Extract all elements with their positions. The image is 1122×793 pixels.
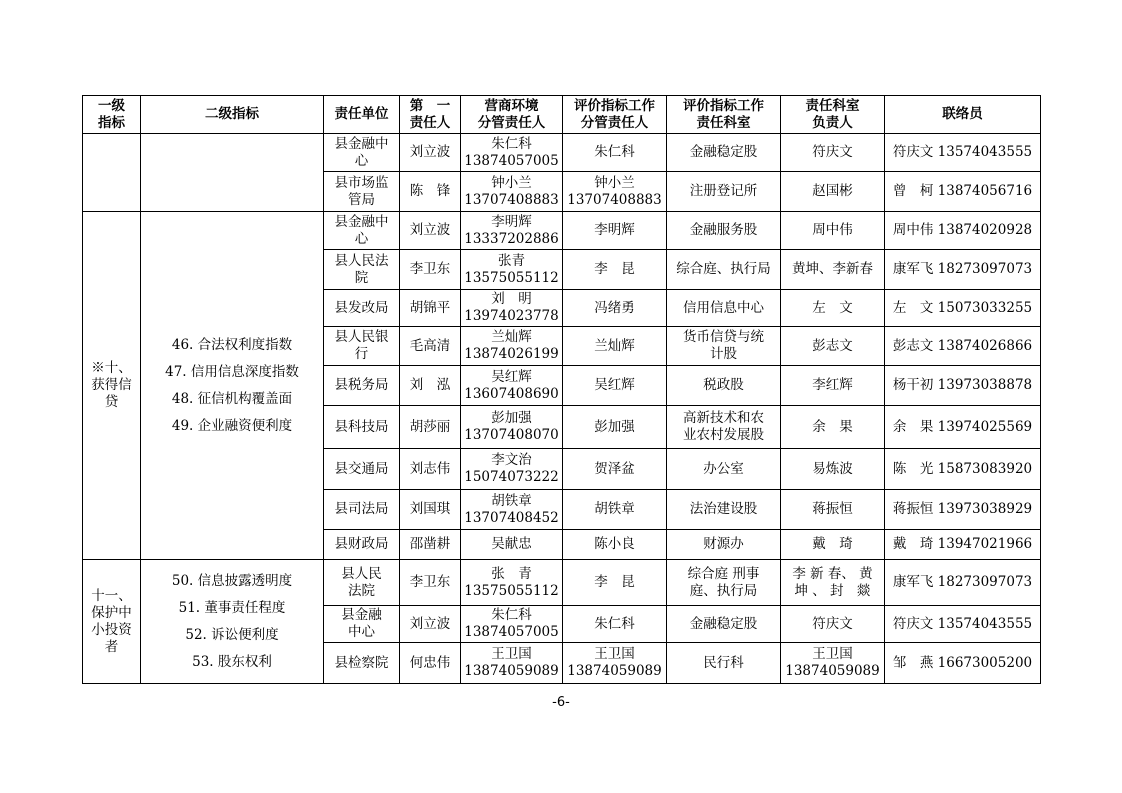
header-row: [83, 96, 1041, 134]
cell-eval-lead: 朱仁科: [563, 134, 667, 172]
cell-unit: 县科技局: [324, 406, 400, 449]
cell-office-head: 黄坤、李新春: [781, 250, 885, 290]
cell-contact: 康军飞 18273097073: [885, 560, 1041, 606]
header-unit: 责任单位: [324, 96, 400, 134]
cell-contact: 左 文 15073033255: [885, 290, 1041, 327]
cell-contact: 蒋振恒 13973038929: [885, 490, 1041, 530]
cell-eval-lead: 胡铁章: [563, 490, 667, 530]
cell-first: 刘立波: [400, 212, 461, 250]
cell-business: 兰灿辉 13874026199: [461, 327, 563, 366]
table-body: [83, 134, 1041, 684]
cell-office-head: 赵国彬: [781, 172, 885, 212]
cell-contact: 彭志文 13874026866: [885, 327, 1041, 366]
cell-unit: 县人民银 行: [324, 327, 400, 366]
header-contact: 联络员: [885, 96, 1041, 134]
cell-contact: 曾 柯 13874056716: [885, 172, 1041, 212]
cell-office-head: 李 新 春、 黄 坤 、 封 燚: [781, 560, 885, 606]
header-level2: 二级指标: [141, 96, 324, 134]
cell-business: 朱仁科 13874057005: [461, 134, 563, 172]
cell-unit: 县人民 法院: [324, 560, 400, 606]
cell-business: 吴红辉 13607408690: [461, 366, 563, 406]
header-eval-lead: 评价指标工作 分管责任人: [563, 96, 667, 134]
cell-unit: 县市场监 管局: [324, 172, 400, 212]
level1-indicator: ※十、 获得信 贷: [83, 212, 141, 560]
cell-eval-lead: 冯绪勇: [563, 290, 667, 327]
cell-unit: 县金融中 心: [324, 212, 400, 250]
indicator-item: 53. 股东权利: [192, 653, 272, 670]
cell-business: 刘 明 13974023778: [461, 290, 563, 327]
cell-eval-office: 信用信息中心: [667, 290, 781, 327]
cell-eval-lead: 兰灿辉: [563, 327, 667, 366]
cell-first: 李卫东: [400, 250, 461, 290]
cell-business: 彭加强 13707408070: [461, 406, 563, 449]
cell-eval-lead: 王卫国 13874059089: [563, 643, 667, 684]
cell-business: 钟小兰 13707408883: [461, 172, 563, 212]
cell-office-head: 左 文: [781, 290, 885, 327]
cell-contact: 符庆文 13574043555: [885, 606, 1041, 643]
cell-first: 胡莎丽: [400, 406, 461, 449]
cell-first: 胡锦平: [400, 290, 461, 327]
cell-eval-office: 财源办: [667, 530, 781, 560]
cell-business: 朱仁科 13874057005: [461, 606, 563, 643]
cell-first: 刘志伟: [400, 449, 461, 490]
cell-first: 何忠伟: [400, 643, 461, 684]
cell-contact: 陈 光 15873083920: [885, 449, 1041, 490]
indicator-item: 49. 企业融资便利度: [171, 417, 293, 434]
cell-office-head: 周中伟: [781, 212, 885, 250]
cell-contact: 符庆文 13574043555: [885, 134, 1041, 172]
cell-eval-office: 货币信贷与统 计股: [667, 327, 781, 366]
indicator-item: 51. 董事责任程度: [178, 599, 286, 616]
cell-eval-office: 金融稳定股: [667, 134, 781, 172]
cell-eval-office: 注册登记所: [667, 172, 781, 212]
indicator-item: 50. 信息披露透明度: [171, 572, 293, 589]
cell-office-head: 戴 琦: [781, 530, 885, 560]
indicator-item: 47. 信用信息深度指数: [165, 363, 299, 380]
cell-eval-lead: 贺泽盆: [563, 449, 667, 490]
cell-unit: 县司法局: [324, 490, 400, 530]
cell-first: 刘国琪: [400, 490, 461, 530]
cell-business: 张 青 13575055112: [461, 560, 563, 606]
cell-first: 刘 泓: [400, 366, 461, 406]
level2-indicators: [141, 134, 324, 212]
cell-eval-lead: 钟小兰 13707408883: [563, 172, 667, 212]
cell-first: 邵凿耕: [400, 530, 461, 560]
cell-eval-lead: 吴红辉: [563, 366, 667, 406]
cell-first: 李卫东: [400, 560, 461, 606]
cell-contact: 戴 琦 13947021966: [885, 530, 1041, 560]
cell-eval-office: 金融稳定股: [667, 606, 781, 643]
cell-unit: 县金融中 心: [324, 134, 400, 172]
table-row: [83, 560, 1041, 606]
cell-business: 李文治 15074073222: [461, 449, 563, 490]
cell-eval-office: 办公室: [667, 449, 781, 490]
cell-first: 毛高清: [400, 327, 461, 366]
cell-business: 王卫国 13874059089: [461, 643, 563, 684]
cell-eval-office: 民行科: [667, 643, 781, 684]
cell-contact: 康军飞 18273097073: [885, 250, 1041, 290]
header-business: 营商环境 分管责任人: [461, 96, 563, 134]
indicator-item: 46. 合法权利度指数: [171, 336, 293, 353]
level1-indicator: 十一、 保护中 小投资 者: [83, 560, 141, 684]
level1-indicator: [83, 134, 141, 212]
cell-eval-office: 税政股: [667, 366, 781, 406]
cell-contact: 周中伟 13874020928: [885, 212, 1041, 250]
cell-first: 刘立波: [400, 134, 461, 172]
cell-business: 吴献忠: [461, 530, 563, 560]
responsibility-table: [82, 95, 1041, 684]
cell-office-head: 李红辉: [781, 366, 885, 406]
cell-office-head: 余 果: [781, 406, 885, 449]
level2-indicators: [141, 560, 324, 684]
cell-unit: 县发改局: [324, 290, 400, 327]
page-number: -6-: [552, 695, 570, 710]
cell-first: 陈 锋: [400, 172, 461, 212]
cell-office-head: 符庆文: [781, 606, 885, 643]
cell-contact: 杨干初 13973038878: [885, 366, 1041, 406]
cell-eval-lead: 李 昆: [563, 560, 667, 606]
header-first: 第 一 责任人: [400, 96, 461, 134]
cell-eval-lead: 陈小良: [563, 530, 667, 560]
cell-office-head: 蒋振恒: [781, 490, 885, 530]
cell-contact: 邹 燕 16673005200: [885, 643, 1041, 684]
cell-business: 胡铁章 13707408452: [461, 490, 563, 530]
cell-business: 李明辉 13337202886: [461, 212, 563, 250]
cell-first: 刘立波: [400, 606, 461, 643]
cell-unit: 县财政局: [324, 530, 400, 560]
cell-unit: 县金融 中心: [324, 606, 400, 643]
cell-eval-lead: 朱仁科: [563, 606, 667, 643]
table-row: [83, 134, 1041, 172]
header-office-head: 责任科室 负责人: [781, 96, 885, 134]
cell-unit: 县检察院: [324, 643, 400, 684]
cell-office-head: 彭志文: [781, 327, 885, 366]
cell-eval-office: 法治建设股: [667, 490, 781, 530]
cell-unit: 县人民法 院: [324, 250, 400, 290]
cell-unit: 县税务局: [324, 366, 400, 406]
cell-office-head: 符庆文: [781, 134, 885, 172]
level2-indicators: [141, 212, 324, 560]
cell-contact: 余 果 13974025569: [885, 406, 1041, 449]
table-row: [83, 212, 1041, 250]
cell-office-head: 王卫国 13874059089: [781, 643, 885, 684]
cell-eval-office: 综合庭、执行局: [667, 250, 781, 290]
header-eval-office: 评价指标工作 责任科室: [667, 96, 781, 134]
cell-eval-lead: 彭加强: [563, 406, 667, 449]
cell-eval-lead: 李明辉: [563, 212, 667, 250]
cell-unit: 县交通局: [324, 449, 400, 490]
cell-eval-office: 金融服务股: [667, 212, 781, 250]
cell-eval-office: 综合庭 刑事 庭、执行局: [667, 560, 781, 606]
header-level1: 一级 指标: [83, 96, 141, 134]
indicator-item: 48. 征信机构覆盖面: [171, 390, 293, 407]
cell-eval-office: 高新技术和农 业农村发展股: [667, 406, 781, 449]
cell-office-head: 易炼波: [781, 449, 885, 490]
cell-eval-lead: 李 昆: [563, 250, 667, 290]
indicator-item: 52. 诉讼便利度: [185, 626, 279, 643]
cell-business: 张青 13575055112: [461, 250, 563, 290]
